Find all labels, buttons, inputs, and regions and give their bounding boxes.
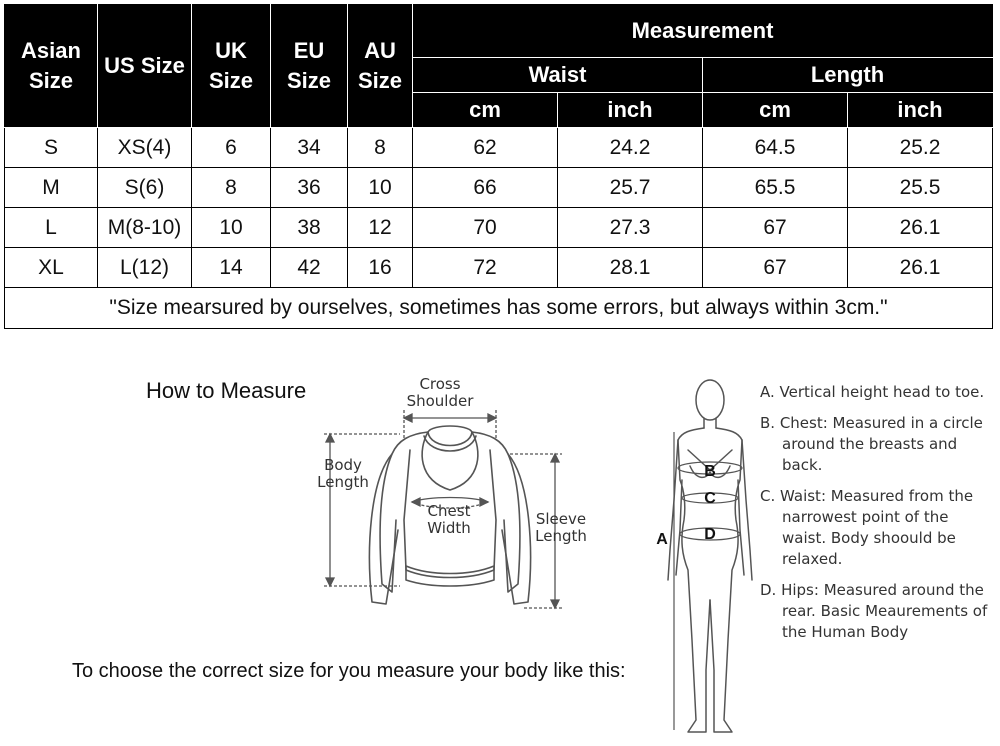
table-cell: 6 <box>192 128 271 168</box>
table-cell: M <box>5 168 98 208</box>
sleeve-length-label: Sleeve Length <box>535 510 587 545</box>
table-cell: 27.3 <box>558 208 703 248</box>
table-cell: 26.1 <box>848 248 993 288</box>
table-cell: 62 <box>413 128 558 168</box>
size-chart-table <box>4 4 993 329</box>
table-cell: XS(4) <box>98 128 192 168</box>
table-row <box>5 168 993 208</box>
table-row <box>5 128 993 168</box>
table-cell: 65.5 <box>703 168 848 208</box>
marker-c: C <box>704 490 716 507</box>
legend-item-c: C. Waist: Measured from the narrowest point of the waist. Body shoould be relaxed. <box>760 487 974 568</box>
header-length-cm: cm <box>703 93 848 128</box>
measurement-note: "Size mearsured by ourselves, sometimes has some errors, but always within 3cm." <box>5 288 993 329</box>
marker-d: D <box>704 526 716 543</box>
table-cell: 34 <box>271 128 348 168</box>
table-cell: 66 <box>413 168 558 208</box>
header-waist: Waist <box>413 58 703 93</box>
marker-a: A <box>656 531 668 548</box>
header-measurement: Measurement <box>413 5 993 58</box>
table-cell: 8 <box>192 168 271 208</box>
table-cell: 70 <box>413 208 558 248</box>
legend-item-b: B. Chest: Measured in a circle around the breasts and back. <box>760 414 983 474</box>
table-cell: 25.2 <box>848 128 993 168</box>
table-cell: XL <box>5 248 98 288</box>
table-cell: 42 <box>271 248 348 288</box>
table-cell: 10 <box>348 168 413 208</box>
body-length-label: Body Length <box>317 456 369 491</box>
header-uk-size: UK Size <box>192 5 271 128</box>
how-to-measure-title: How to Measure <box>146 378 307 403</box>
legend-item-d: D. Hips: Measured around the rear. Basic Meaurements of the Human Body <box>760 581 988 641</box>
chest-width-label: Chest Width <box>427 502 471 537</box>
table-cell: 10 <box>192 208 271 248</box>
header-waist-cm: cm <box>413 93 558 128</box>
table-cell: 12 <box>348 208 413 248</box>
header-length: Length <box>703 58 993 93</box>
measurement-legend <box>760 382 995 653</box>
table-cell: 24.2 <box>558 128 703 168</box>
header-length-inch: inch <box>848 93 993 128</box>
header-eu-size: EU Size <box>271 5 348 128</box>
header-waist-inch: inch <box>558 93 703 128</box>
choose-size-instruction: To choose the correct size for you measure your body like this: <box>72 660 626 682</box>
table-cell: S(6) <box>98 168 192 208</box>
table-cell: S <box>5 128 98 168</box>
table-cell: L <box>5 208 98 248</box>
table-cell: 28.1 <box>558 248 703 288</box>
table-row <box>5 208 993 248</box>
table-row <box>5 248 993 288</box>
table-cell: 36 <box>271 168 348 208</box>
header-au-size: AU Size <box>348 5 413 128</box>
table-cell: 14 <box>192 248 271 288</box>
human-body-diagram <box>640 370 760 746</box>
table-cell: 16 <box>348 248 413 288</box>
table-note-row <box>5 288 993 329</box>
table-cell: 26.1 <box>848 208 993 248</box>
table-cell: 38 <box>271 208 348 248</box>
cross-shoulder-label: Cross Shoulder <box>406 375 474 410</box>
table-cell: 64.5 <box>703 128 848 168</box>
table-cell: 72 <box>413 248 558 288</box>
header-us-size: US Size <box>98 5 192 128</box>
legend-item-a: A. Vertical height head to toe. <box>760 383 985 401</box>
marker-b: B <box>704 463 716 480</box>
table-cell: 8 <box>348 128 413 168</box>
table-cell: L(12) <box>98 248 192 288</box>
table-cell: 25.5 <box>848 168 993 208</box>
header-asian-size: Asian Size <box>5 5 98 128</box>
table-cell: M(8-10) <box>98 208 192 248</box>
table-cell: 67 <box>703 208 848 248</box>
table-cell: 25.7 <box>558 168 703 208</box>
table-cell: 67 <box>703 248 848 288</box>
